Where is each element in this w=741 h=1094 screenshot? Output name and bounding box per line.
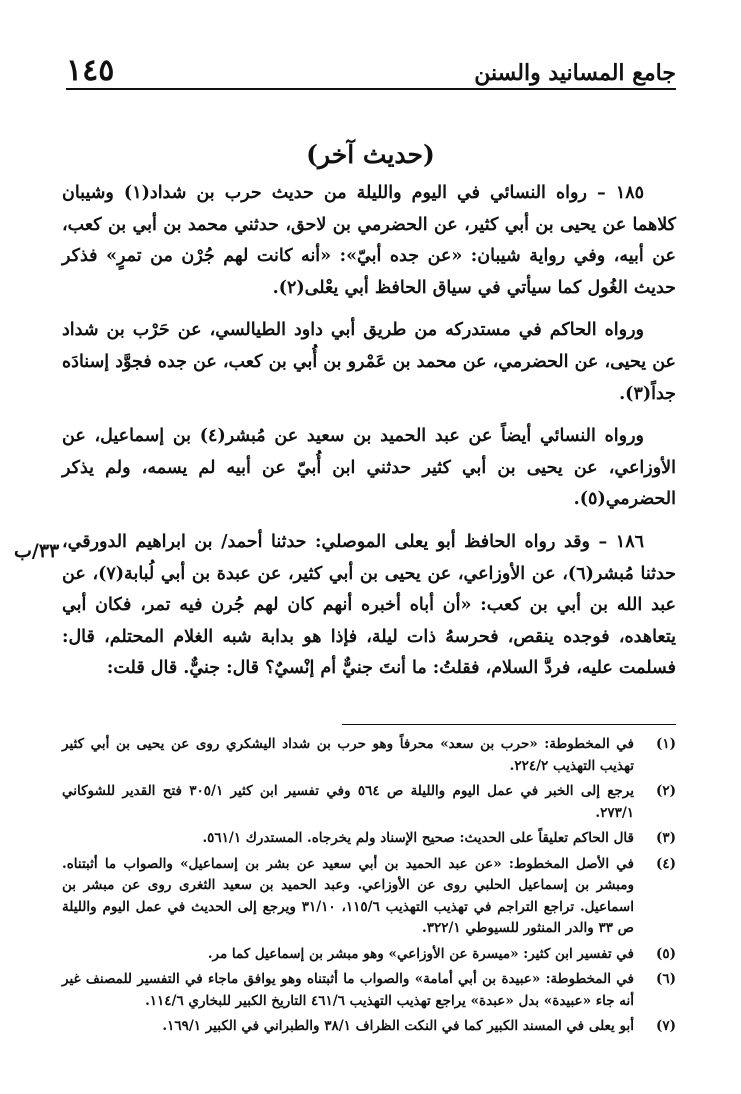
footnote-item: [62, 781, 676, 824]
footnote-text: في الأصل المخطوط: «عن عبد الحميد بن أبي سعيد عن بشر بن إسماعيل» والصواب ما أثبتناه. ومبشر بن إسماعيل الحلبي روى عن الأوزاعي. وعبد الحميد بن سعيد الثغرى روى عن مبشر بن اسماعيل. تراجع التراجم في تهذيب التهذيب ١١٥/٦، ٣١/١٠ ويرجع إلى الحديث في عمل اليوم والليلة ص ٣٣ والدر المنثور للسيوطي ٣٢٢/١.: [62, 855, 634, 936]
footnote-item: [62, 969, 676, 1012]
footnote-number: (٣): [655, 830, 676, 846]
page-number: ١٤٥: [66, 53, 115, 88]
footnote-text: قال الحاكم تعليقاً على الحديث: صحيح الإسناد ولم يخرجاه. المستدرك ٥٦١/١.: [202, 830, 634, 846]
paragraph-nasai: ورواه النسائي أيضاً عن عبد الحميد بن سعيد عن مُبشر(٤) بن إسماعيل، عن الأوزاعي، عن يحيى بن أبي كثير حدثني ابن أُبيّ عن أبيه لم يسمه، ولم يذكر الحضرمي(٥).: [62, 426, 676, 510]
page-header: [66, 52, 676, 90]
footnote-number: (١): [655, 736, 676, 752]
footnote-item: [62, 828, 676, 850]
footnote-divider: [342, 724, 676, 725]
book-title: جامع المسانيد والسنن: [474, 60, 676, 86]
paragraph-hadith-185: ١٨٥ – رواه النسائي في اليوم والليلة من حديث حرب بن شداد(١) وشيبان كلاهما عن يحيى بن أبي كثير، عن الحضرمي بن لاحق، حدثني محمد بن أبي بن كعب، عن أبيه، وفي رواية شيبان: «عن جده أبيّ»: «أنه كانت لهم جُرْن من تمرٍ» فذكر حديث الغُول كما سيأتي في سياق الحافظ أبي يعْلى(٢).: [62, 183, 676, 298]
footnote-item: [62, 854, 676, 940]
section-title: (حديث آخر): [306, 140, 435, 169]
footnote-item: [62, 734, 676, 777]
footnote-number: (٧): [655, 1018, 676, 1034]
footnote-item: [62, 944, 676, 966]
footnote-text: في تفسير ابن كثير: «ميسرة عن الأوزاعي» وهو مبشر بن إسماعيل كما مر.: [207, 945, 634, 962]
footnote-number: (٥): [655, 945, 676, 962]
footnote-text: يرجع إلى الخبر في عمل اليوم والليلة ص ٥٦٤ وفي تفسير ابن كثير ٣٠٥/١ فتح القدير للشوكاني ٢٧٣/١.: [62, 783, 634, 821]
paragraph-hadith-186: ١٨٦ – وقد رواه الحافظ أبو يعلى الموصلي: حدثنا أحمد/ بن ابراهيم الدورقي، حدثنا مُبشر(٦)، عن الأوزاعي، عن يحيى بن أبي كثير، عن عبدة بن أبي لُبابة(٧)، عن عبد الله بن أبي بن كعب: «أن أباه أخبره أنهم كان لهم جُرن فيه تمر، فكان أبي يتعاهده، فوجده ينقص، فحرسهُ ذات ليلة، فإذا هو بدابة شبه الغلام المحتلم، قال: فسلمت عليه، فردَّ السلام، فقلتُ: ما أنتَ جنيٌّ أم إنْسيٌ؟ قال: جنيٌّ. قال قلت:: [62, 531, 676, 679]
footnote-text: أبو يعلى في المسند الكبير كما في النكت الظراف ٣٨/١ والطبراني في الكبير ١٦٩/١.: [162, 1018, 634, 1034]
footnote-text: في المخطوطة: «عبيدة بن أبي أمامة» والصواب ما أثبتناه وهو يوافق ماجاء في التفسير للمصنف غير أنه جاء «عبيدة» بدل «عبدة» يراجع تهذيب التهذيب ٤٦١/٦ التاريخ الكبير للبخاري ١١٤/٦.: [62, 971, 634, 1009]
footnotes: [62, 734, 676, 1042]
manuscript-folio-note: ٣٣/ب: [14, 540, 60, 562]
paragraph-hakim: ورواه الحاكم في مستدركه من طريق أبي داود الطيالسي، عن حَرْب بن شداد عن يحيى، عن الحضرمي، عن محمد بن عَمْرو بن أُبي بن كعب، عن جده فجوَّد إسنادَه جداً(٣).: [62, 320, 676, 404]
footnote-number: (٤): [655, 855, 676, 872]
footnote-number: (٦): [655, 971, 676, 987]
main-text: [62, 178, 676, 696]
footnote-number: (٢): [655, 783, 676, 799]
footnote-item: [62, 1016, 676, 1038]
footnote-text: في المخطوطة: «حرب بن سعد» محرفاً وهو حرب بن شداد اليشكري روى عن يحيى بن أبي كثير تهذيب التهذيب ٢٢٤/٢.: [62, 736, 634, 774]
